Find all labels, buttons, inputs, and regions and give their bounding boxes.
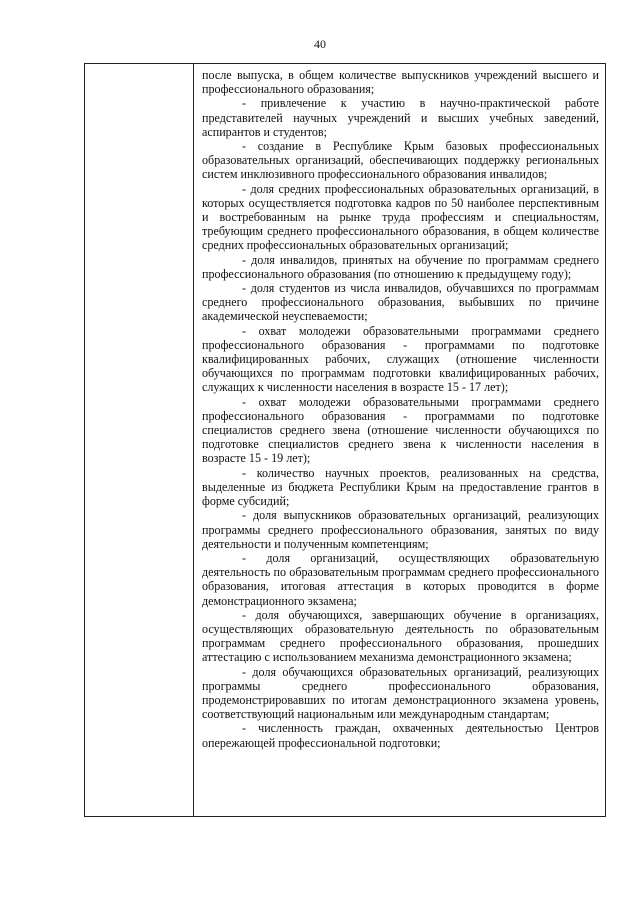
paragraph: - доля выпускников образовательных организаций, реализующих программы среднего профессионального образования, занятых по виду деятельности и полученным компетенциям;: [202, 508, 599, 551]
table-right-column: [194, 64, 605, 816]
paragraph: - доля обучающихся образовательных организаций, реализующих программы среднего профессионального образования, продемонстрировавших по итогам демонстрационного экзамена уровень, соответствующий национальным или международным стандартам;: [202, 664, 599, 722]
paragraph: - доля инвалидов, принятых на обучение по программам среднего профессионального образования (по отношению к предыдущему году);: [202, 252, 599, 281]
paragraph: - охват молодежи образовательными программами среднего профессионального образования - программами по подготовке специалистов среднего звена (отношение численности обучающихся по подготовке специалистов среднего звена к численности населения в возрасте 15 - 19 лет);: [202, 394, 599, 466]
paragraph: - доля студентов из числа инвалидов, обучавшихся по программам среднего профессионального образования, выбывших по причине академической неуспеваемости;: [202, 281, 599, 324]
paragraph: - охват молодежи образовательными программами среднего профессионального образования - программами по подготовке квалифицированных рабочих, служащих (отношение численности обучающихся по программам подготовки квалифицированных рабочих, служащих к численности населения в возрасте 15 - 17 лет);: [202, 323, 599, 395]
paragraph: - привлечение к участию в научно-практической работе представителей научных учреждений и высших учебных заведений, аспирантов и студентов;: [202, 96, 599, 139]
paragraph: - создание в Республике Крым базовых профессиональных образовательных организаций, обеспечивающих поддержку региональных систем инклюзивного профессионального образования инвалидов;: [202, 139, 599, 182]
page-number: 40: [314, 37, 326, 51]
paragraph: - доля средних профессиональных образовательных организаций, в которых осуществляется подготовка кадров по 50 наиболее перспективным и востребованным на рынке труда профессиям и специальностям, требующим среднего профессионального образования, в общем количестве средних профессиональных образовательных организаций;: [202, 181, 599, 253]
paragraph: - доля обучающихся, завершающих обучение в организациях, осуществляющих образовательную деятельность по образовательным программам среднего профессионального образования, прошедших аттестацию с использованием механизма демонстрационного экзамена;: [202, 607, 599, 665]
document-table: [84, 63, 606, 817]
paragraph: после выпуска, в общем количестве выпускников учреждений высшего и профессионального образования;: [202, 68, 599, 97]
paragraph: - количество научных проектов, реализованных на средства, выделенные из бюджета Республики Крым на предоставление грантов в форме субсидий;: [202, 465, 599, 509]
paragraph: - численность граждан, охваченных деятельностью Центров опережающей профессиональной подготовки;: [202, 721, 599, 750]
table-left-column: [85, 64, 194, 816]
paragraph: - доля организаций, осуществляющих образовательную деятельность по образовательным программам среднего профессионального образования, итоговая аттестация в которых проводится в форме демонстрационного экзамена;: [202, 550, 599, 608]
